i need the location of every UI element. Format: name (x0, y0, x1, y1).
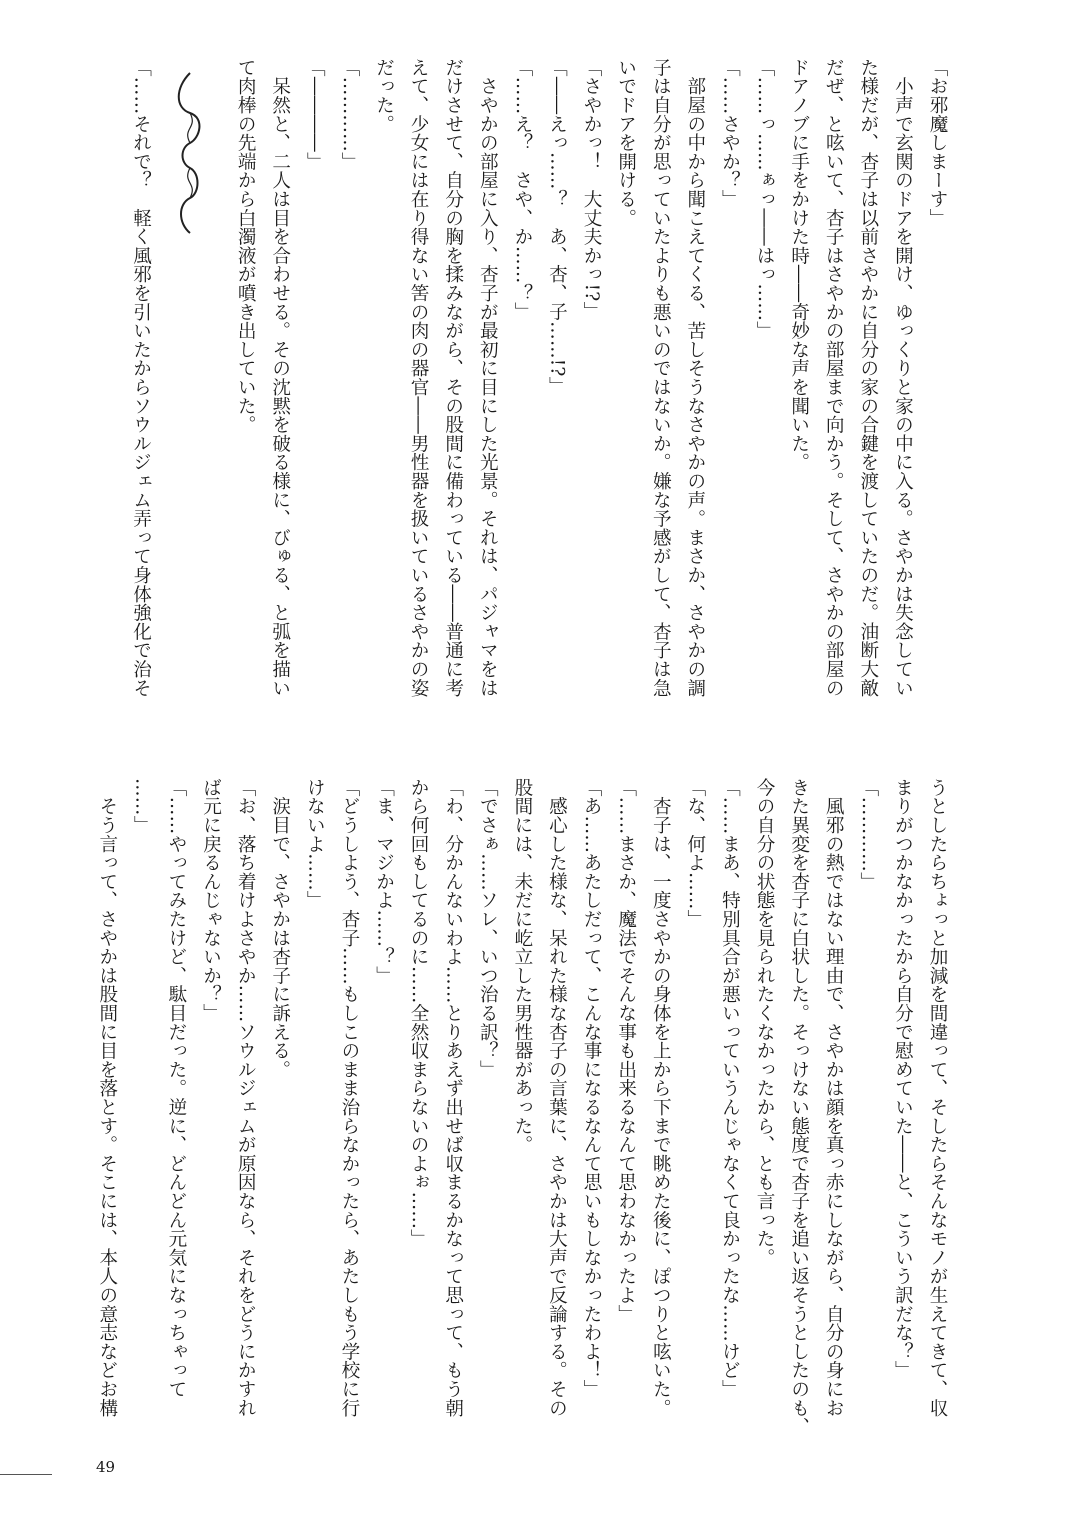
text-column: 呆然と、二人は目を合わせる。その沈黙を破る様に、びゅる、と弧を描い (269, 58, 291, 698)
text-column: 「さやかっ！ 大丈夫かっ!?」 (581, 58, 603, 321)
lower-text-block (89, 778, 954, 1436)
text-column: だけさせて、自分の胸を揉みながら、その股間に備わっている――普通に考 (442, 58, 464, 698)
text-column: 「ま、マジかよ……？」 (373, 778, 395, 985)
text-column: 「……やってみたけど、駄目だった。逆に、どんどん元気になっちゃって (165, 778, 187, 1399)
text-column: さやかの部屋に入り、杏子が最初に目にした光景。それは、パジャマをは (477, 58, 499, 698)
text-column: ……」 (131, 778, 153, 835)
text-column: 「どうしよう、杏子……もしこのまま治らなかったら、あたしもう学校に行 (338, 778, 360, 1418)
text-column: 「でさぁ……ソレ、いつ治る訳？」 (477, 778, 499, 1079)
text-column: 「あ……あたしだって、こんな事になるなんて思いもしなかったわよ！」 (581, 778, 603, 1399)
text-column: 「お邪魔しまーす」 (927, 58, 948, 228)
text-column: ドアノブに手をかけた時――奇妙な声を聞いた。 (788, 58, 810, 472)
text-column: 風邪の熱ではない理由で、さやかは顔を真っ赤にしながら、自分の身にお (823, 778, 845, 1418)
text-column: 「お、落ち着けよさやか……ソウルジェムが原因なら、それをどうにかすれ (235, 778, 257, 1418)
text-column: て肉棒の先端から白濁液が噴き出していた。 (235, 58, 257, 434)
text-column: 「――――」 (304, 58, 326, 171)
text-column: だった。 (373, 58, 395, 134)
text-column: 「……っ……ぁっ――はっ……」 (754, 58, 776, 340)
text-column: 今の自分の状態を見られたくなかったから、とも言った。 (754, 778, 776, 1267)
text-column: まりがつかなかったから自分で慰めていた――と、こういう訳だな？」 (892, 778, 914, 1380)
text-column: 「…………」 (338, 58, 360, 171)
text-column: 「…………」 (857, 778, 879, 891)
text-column: 「わ、分かんないわよ……とりあえず出せば収まるかなって思って、もう朝 (442, 778, 464, 1418)
text-column: 杏子は、一度さやかの身体を上から下まで眺めた後に、ぽつりと呟いた。 (650, 778, 672, 1418)
text-column: きた異変を杏子に白状した。そっけない態度で杏子を追い返そうとしたのも、 (788, 778, 810, 1436)
text-column: けないよ……」 (304, 778, 326, 910)
text-column: 「……え？ さや、か……？」 (511, 58, 533, 322)
text-column: 「……それで？ 軽く風邪を引いたからソウルジェム弄って身体強化で治そ (130, 58, 152, 698)
text-column: た様だが、杏子は以前さやかに自分の家の合鍵を渡していたのだ。油断大敵 (857, 58, 879, 698)
text-column: 「……まさか、魔法でそんな事も出来るなんて思わなかったよ」 (615, 778, 637, 1324)
footer-rule (0, 1474, 52, 1475)
section-break-ornament (158, 58, 228, 708)
text-column: 感心した様な、呆れた様な杏子の言葉に、さやかは大声で反論する。その (546, 778, 568, 1418)
text-column: 小声で玄関のドアを開け、ゆっくりと家の中に入る。さやかは失念してい (892, 58, 914, 698)
upper-text-block (123, 58, 954, 708)
text-column: 子は自分が思っていたよりも悪いのではないか。嫌な予感がして、杏子は急 (650, 58, 672, 698)
page-number: 49 (96, 1458, 116, 1476)
text-column: 部屋の中から聞こえてくる、苦しそうなさやかの声。まさか、さやかの調 (684, 58, 706, 698)
text-column: 「――えっ……？ あ、杏、子……!?」 (546, 58, 568, 396)
text-column: 「……さやか？」 (719, 58, 741, 209)
text-column: 「……まあ、特別具合が悪いっていうんじゃなくて良かったな……けど」 (719, 778, 741, 1399)
text-column: 「な、何よ……」 (684, 778, 706, 929)
text-column: ば元に戻るんじゃないか？」 (200, 778, 222, 1023)
text-column: 股間には、未だに屹立した男性器があった。 (511, 778, 533, 1154)
text-column: いでドアを開ける。 (615, 58, 637, 228)
text-column: そう言って、さやかは股間に目を落とす。そこには、本人の意志などお構 (96, 778, 118, 1418)
text-column: 涙目で、さやかは杏子に訴える。 (269, 778, 291, 1079)
text-column: だぜ、と呟いて、杏子はさやかの部屋まで向かう。そして、さやかの部屋の (823, 58, 845, 698)
text-column: うとしたらちょっと加減を間違って、そしたらそんなモノが生えてきて、収 (927, 778, 948, 1418)
text-column: から何回もしてるのに……全然収まらないのよぉ……」 (408, 778, 430, 1248)
text-column: えて、少女には在り得ない筈の肉の器官――男性器を扱いているさやかの姿 (408, 58, 430, 698)
